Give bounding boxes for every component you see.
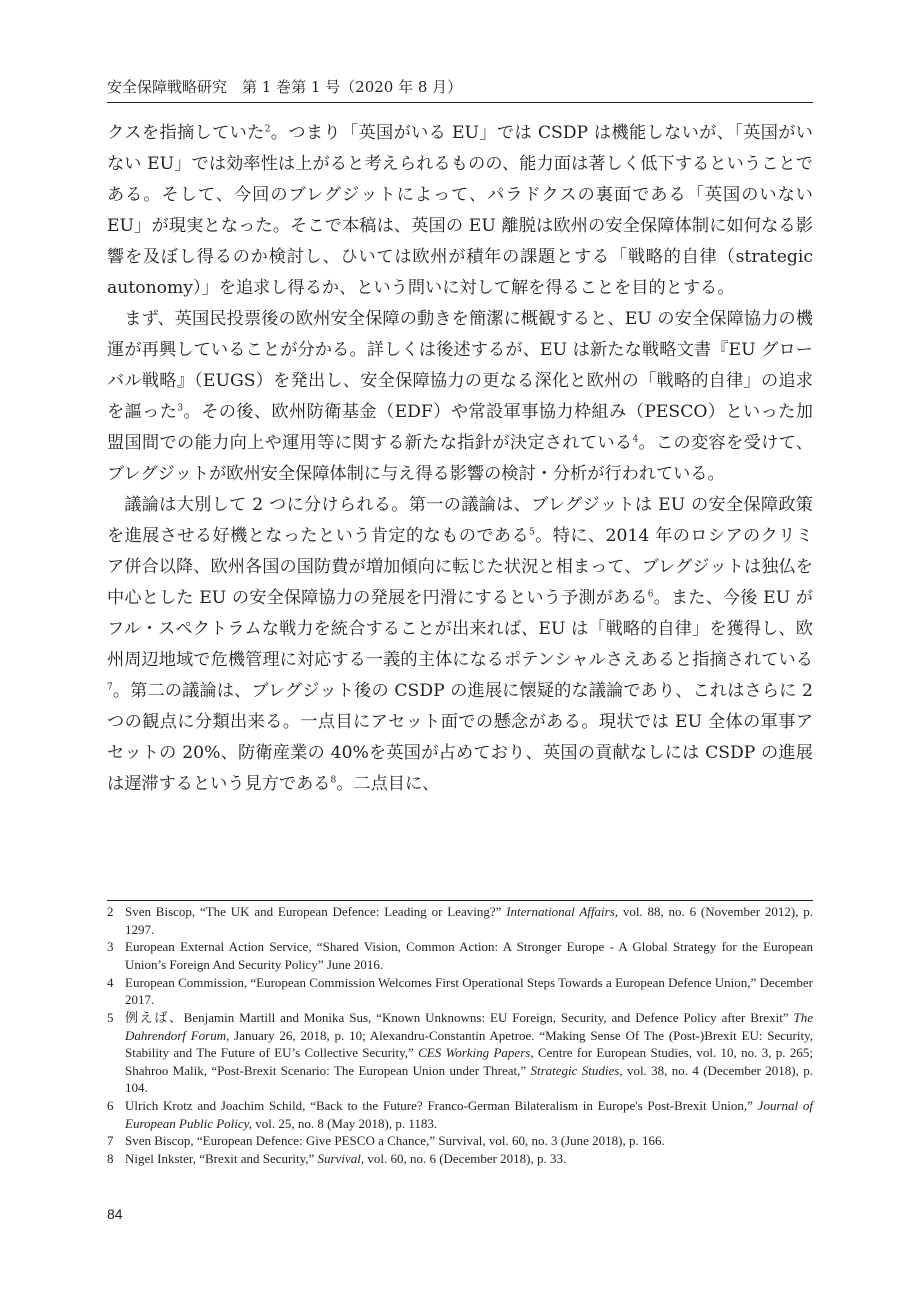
- footnote-ref-3[interactable]: 3: [177, 403, 184, 414]
- footnote-number: 8: [107, 1151, 114, 1167]
- footnote-text: vol. 88, no. 6 (November 2012), p. 1297.: [125, 904, 814, 937]
- paragraph-text: 。第二の議論は、ブレグジット後の CSDP の進展に懐疑的な議論であり、これはさらに 2 つの観点に分類出来る。一点目にアセット面での懸念がある。現状では EU 全体の軍事アセットの 20%、防衛産業の 40%を英国が占めており、英国の貢献なしには CSDP の進展は遅滞するという見方である: [107, 681, 813, 794]
- footnote-text: 例えば、Benjamin Martill and Monika Sus, “Known Unknowns: EU Foreign, Security, and Defence Policy after Brexit”: [125, 1010, 794, 1026]
- footnote-rule: [107, 900, 813, 901]
- paragraph-text: まず、英国民投票後の欧州安全保障の動きを簡潔に概観すると、EU の安全保障協力の機運が再興していることが分かる。詳しくは後述するが、EU は新たな戦略文書『EU グローバル戦略』（EUGS）を発出し、安全保障協力の更なる深化と欧州の「戦略的自律」の追求を謳った: [107, 309, 813, 422]
- footnote-text: January 26, 2018, p. 10; Alexandru-Constantin Apetroe. “Making Sense Of The (Post-)Brexit EU: Security, Stability and The Future of EU’s Collective Security,”: [125, 1027, 813, 1061]
- footnote-4: [107, 974, 813, 1009]
- footnote-6: [107, 1097, 813, 1132]
- paragraph-1: [107, 118, 813, 304]
- footnote-number: 6: [107, 1098, 114, 1114]
- paragraph-text: 議論は大別して 2 つに分けられる。第一の議論は、ブレグジットは EU の安全保障政策を進展させる好機となったという肯定的なものである: [107, 495, 813, 546]
- footnote-journal: CES Working Papers,: [418, 1045, 534, 1061]
- footnotes: [107, 903, 813, 1168]
- footnote-ref-2[interactable]: 2: [264, 124, 271, 135]
- footnote-7: [107, 1132, 813, 1150]
- paragraph-3: [107, 490, 813, 800]
- footnote-journal: International Affairs,: [506, 904, 619, 919]
- footnote-text: Sven Biscop, “The UK and European Defence: Leading or Leaving?”: [125, 904, 507, 919]
- paragraph-text: 。その後、欧州防衛基金（EDF）や常設軍事協力枠組み（PESCO）といった加盟国間での能力向上や運用等に関する新たな指針が決定されている: [107, 402, 813, 453]
- body-text: [107, 118, 813, 800]
- running-header: 安全保障戦略研究 第 1 巻第 1 号（2020 年 8 月）: [107, 78, 463, 96]
- footnote-text: vol. 60, no. 6 (December 2018), p. 33.: [364, 1151, 567, 1167]
- paragraph-2: [107, 304, 813, 490]
- footnote-text: vol. 25, no. 8 (May 2018), p. 1183.: [251, 1115, 438, 1131]
- footnote-number: 2: [107, 904, 114, 919]
- footnote-ref-7[interactable]: 7: [107, 682, 113, 693]
- footnote-number: 5: [107, 1010, 114, 1026]
- footnote-text: Ulrich Krotz and Joachim Schild, “Back to the Future? Franco-German Bilateralism in Europe's Post-Brexit Union,”: [125, 1098, 758, 1114]
- paragraph-text: 。つまり「英国がいる EU」では CSDP は機能しないが、「英国がいない EU」では効率性は上がると考えられるものの、能力面は著しく低下するということである。そして、今回のブレグジットによって、パラドクスの裏面である「英国のいない EU」が現実となった。そこで本稿は、英国の EU 離脱は欧州の安全保障体制に如何なる影響を及ぼし得るのか検討し、ひいては欧州が積年の課題とする「戦略的自律（strategic autonomy）」を追求し得るか、という問いに対して解を得ることを目的とする。: [107, 123, 813, 298]
- footnote-text: Sven Biscop, “European Defence: Give PESCO a Chance,” Survival, vol. 60, no. 3 (June 2018), p. 166.: [125, 1133, 665, 1149]
- footnote-journal: Survival,: [317, 1151, 365, 1167]
- footnote-number: 3: [107, 939, 114, 955]
- paragraph-text: クスを指摘していた: [107, 123, 265, 143]
- footnote-ref-8[interactable]: 8: [330, 775, 337, 786]
- footnote-text: European External Action Service, “Shared Vision, Common Action: A Stronger Europe - A Global Strategy for the European Union’s Foreign And Security Policy” June 2016.: [125, 939, 813, 972]
- footnote-3: [107, 938, 813, 973]
- footnote-text: Nigel Inkster, “Brexit and Security,”: [125, 1151, 318, 1167]
- footnote-5: [107, 1009, 813, 1097]
- header-rule: [107, 102, 813, 103]
- footnote-journal: Journal of European Public Policy,: [125, 1098, 813, 1131]
- footnote-text: Centre for European Studies, vol. 10, no. 3, p. 265; Shahroo Malik, “Post-Brexit Scenario: The European Union under Threat,”: [125, 1045, 813, 1078]
- footnote-ref-6[interactable]: 6: [647, 589, 654, 600]
- footnote-journal: Strategic Studies,: [530, 1062, 623, 1078]
- paragraph-text: 。この変容を受けて、ブレグジットが欧州安全保障体制に与え得る影響の検討・分析が行われている。: [107, 433, 813, 484]
- footnote-number: 7: [107, 1133, 114, 1149]
- footnote-2: [107, 903, 813, 938]
- footnote-8: [107, 1150, 813, 1168]
- footnote-ref-4[interactable]: 4: [632, 434, 639, 445]
- footnote-journal: The Dahrendorf Forum,: [125, 1010, 813, 1043]
- page-number: 84: [107, 1206, 123, 1222]
- footnote-ref-5[interactable]: 5: [529, 527, 535, 538]
- paragraph-text: 。また、今後 EU がフル・スペクトラムな戦力を統合することが出来れば、EU は「戦略的自律」を獲得し、欧州周辺地域で危機管理に対応する一義的主体になるポテンシャルさえあると指摘されている: [107, 588, 813, 670]
- paragraph-text: 。二点目に、: [336, 774, 440, 794]
- footnote-text: vol. 38, no. 4 (December 2018), p. 104.: [125, 1062, 813, 1096]
- footnote-text: European Commission, “European Commission Welcomes First Operational Steps Towards a European Defence Union,” December 2017.: [125, 974, 813, 1008]
- paragraph-text: 。特に、2014 年のロシアのクリミア併合以降、欧州各国の国防費が増加傾向に転じた状況と相まって、ブレグジットは独仏を中心とした EU の安全保障協力の発展を円滑にするという予測がある: [107, 526, 813, 608]
- footnote-number: 4: [107, 974, 114, 990]
